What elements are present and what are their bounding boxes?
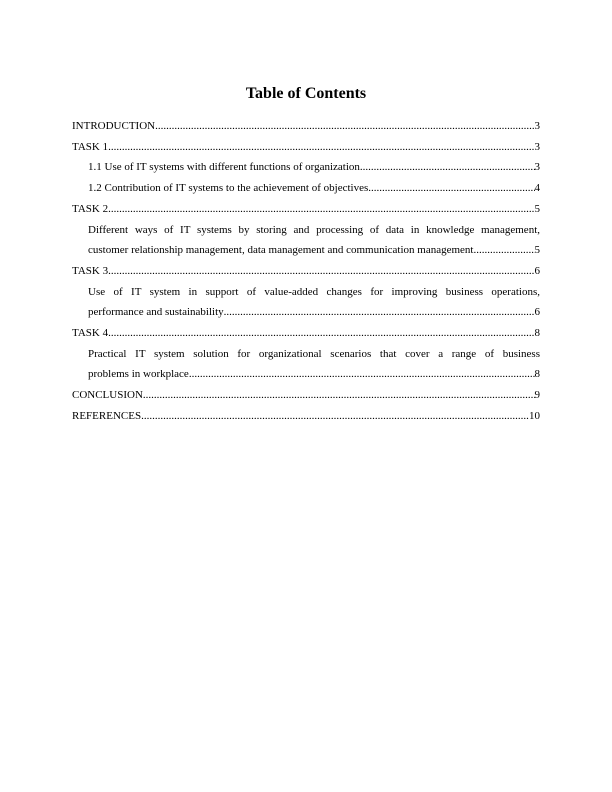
toc-page-number: 3 bbox=[534, 120, 540, 132]
toc-entry-label: REFERENCES bbox=[72, 409, 142, 422]
dot-leader bbox=[108, 199, 534, 220]
dot-leader bbox=[473, 240, 534, 261]
toc-entry-task-4-subsection[interactable] bbox=[72, 344, 540, 385]
toc-entry-task-4[interactable] bbox=[72, 323, 540, 344]
dot-leader bbox=[368, 178, 534, 199]
toc-entry-label-line-2: problems in workplace bbox=[88, 368, 189, 381]
toc-page-number: 5 bbox=[534, 202, 540, 215]
toc-page-number: 8 bbox=[534, 327, 540, 340]
toc-entry-1-1[interactable] bbox=[72, 157, 540, 178]
toc-entry-label: CONCLUSION bbox=[72, 389, 143, 402]
toc-entry-label: TASK 1 bbox=[72, 140, 109, 153]
toc-entry-task-3[interactable] bbox=[72, 261, 540, 282]
toc-page-number: 3 bbox=[534, 140, 540, 153]
toc-entry-label: TASK 3 bbox=[72, 264, 109, 277]
dot-leader bbox=[224, 302, 535, 323]
toc-entry-label-line-2: performance and sustainability bbox=[88, 306, 224, 319]
toc-entry-label-line-1: Different ways of IT systems by storing and processing of data in knowledge management, bbox=[88, 223, 540, 236]
toc-entry-task-2[interactable] bbox=[72, 199, 540, 220]
dot-leader bbox=[143, 385, 535, 406]
toc-page-number: 8 bbox=[534, 368, 540, 381]
toc-entry-conclusion[interactable] bbox=[72, 385, 540, 406]
toc-entry-task-1[interactable] bbox=[72, 137, 540, 158]
toc-entry-1-2[interactable] bbox=[72, 178, 540, 199]
dot-leader bbox=[108, 137, 534, 158]
toc-entry-label-line-2: customer relationship management, data management and communication management bbox=[88, 244, 474, 257]
toc-entry-label: TASK 2 bbox=[72, 202, 109, 215]
table-of-contents bbox=[72, 116, 540, 427]
toc-page-number: 6 bbox=[534, 306, 540, 319]
toc-page-number: 4 bbox=[534, 182, 540, 195]
toc-entry-label: 1.1 Use of IT systems with different functions of organization bbox=[88, 161, 360, 174]
toc-entry-label-line-1: Practical IT system solution for organizational scenarios that cover a range of business bbox=[88, 347, 540, 360]
toc-entry-label: INTRODUCTION bbox=[72, 120, 156, 132]
toc-page-number: 10 bbox=[529, 409, 540, 422]
toc-entry-introduction[interactable] bbox=[72, 116, 540, 137]
toc-entry-task-2-subsection[interactable] bbox=[72, 220, 540, 261]
toc-entry-label: TASK 4 bbox=[72, 327, 109, 340]
toc-entry-label: 1.2 Contribution of IT systems to the achievement of objectives bbox=[88, 182, 369, 195]
toc-page-number: 3 bbox=[534, 161, 540, 174]
dot-leader bbox=[141, 406, 529, 427]
dot-leader bbox=[155, 116, 534, 137]
toc-page-number: 5 bbox=[534, 244, 540, 257]
toc-entry-references[interactable] bbox=[72, 406, 540, 427]
page-title: Table of Contents bbox=[245, 85, 367, 102]
toc-page-number: 9 bbox=[534, 389, 540, 402]
dot-leader bbox=[108, 323, 534, 344]
toc-page-number: 6 bbox=[534, 264, 540, 277]
dot-leader bbox=[108, 261, 534, 282]
dot-leader bbox=[189, 364, 535, 385]
toc-entry-task-3-subsection[interactable] bbox=[72, 282, 540, 323]
toc-entry-label-line-1: Use of IT system in support of value-added changes for improving business operations, bbox=[88, 285, 540, 298]
dot-leader bbox=[360, 157, 535, 178]
